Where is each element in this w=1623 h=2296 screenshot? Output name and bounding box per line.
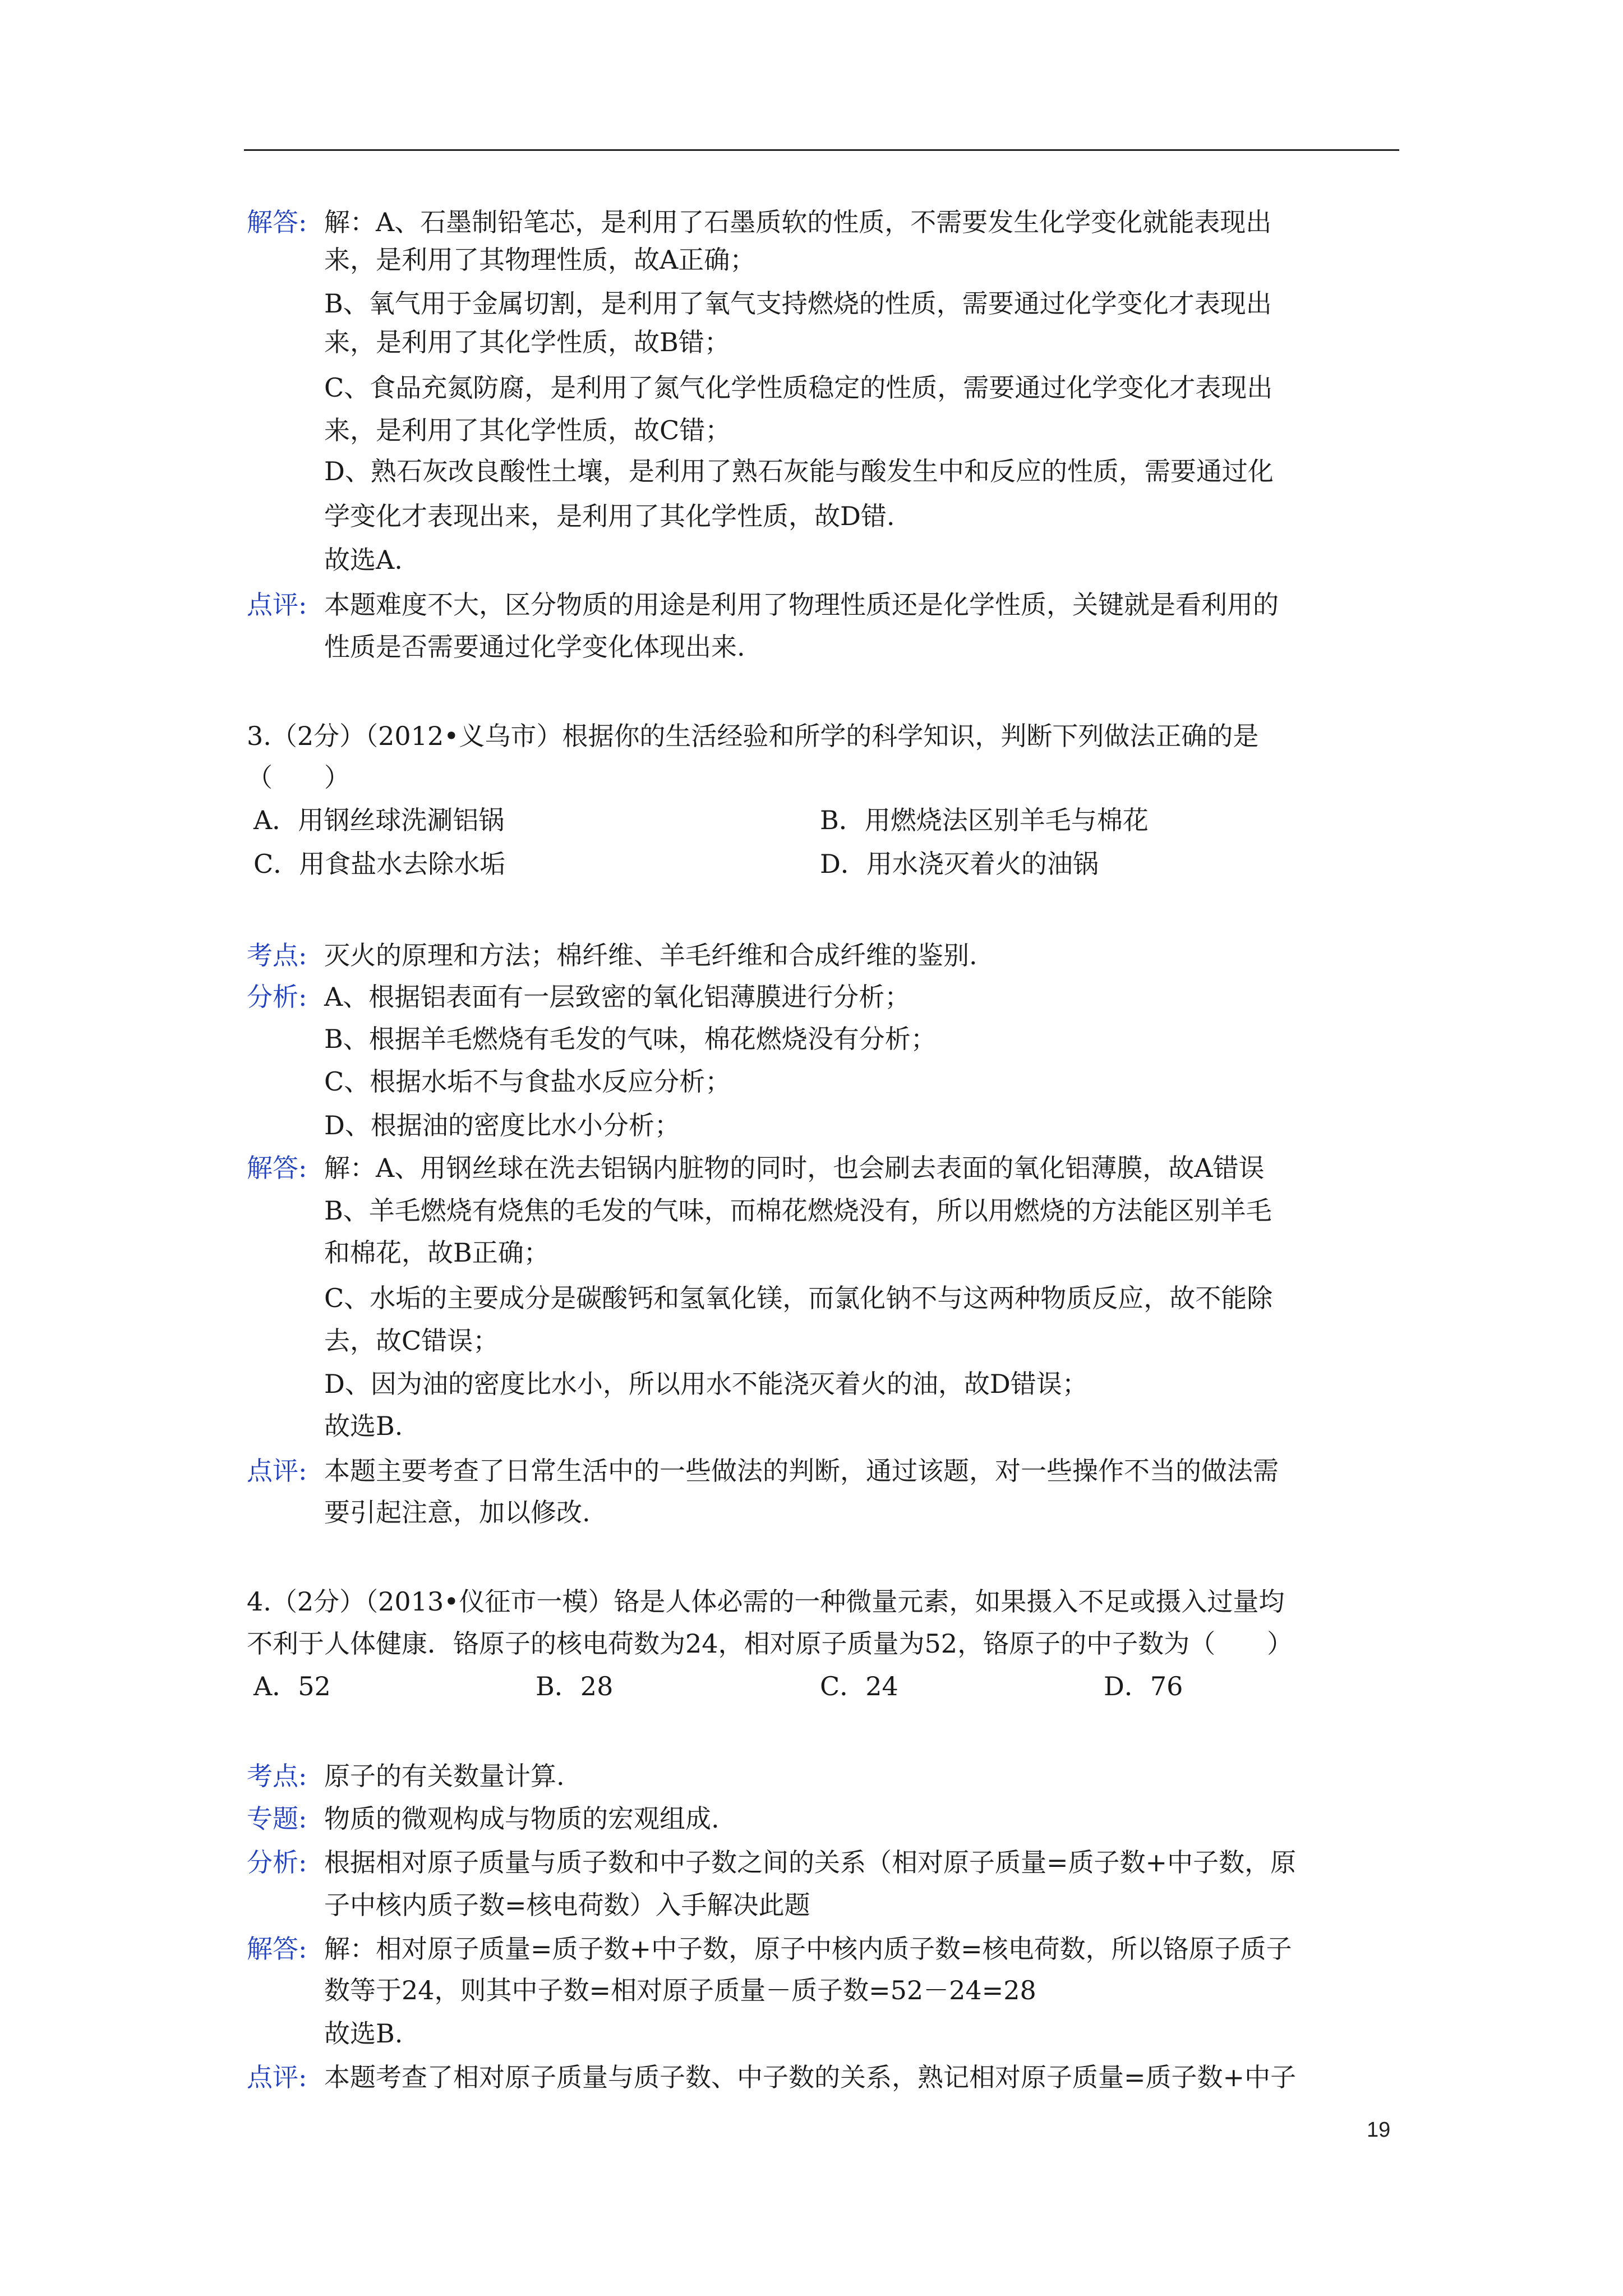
page-number: 19 <box>1367 2118 1391 2142</box>
q4-answer-line: 故选B. <box>324 2018 403 2049</box>
q3-option-b: B．用燃烧法区别羊毛与棉花 <box>820 805 1149 835</box>
q2-comment-label: 点评: <box>247 590 307 620</box>
q2-answer-line: 学变化才表现出来，是利用了其化学性质，故D错. <box>324 501 895 531</box>
q3-comment-label: 点评: <box>247 1456 307 1486</box>
q3-comment-line: 要引起注意，加以修改. <box>324 1497 591 1527</box>
q4-option-d: D．76 <box>1104 1671 1183 1701</box>
q4-fenxi-line: 根据相对原子质量与质子数和中子数之间的关系（相对原子质量=质子数+中子数，原 <box>324 1847 1297 1878</box>
q4-option-b: B．28 <box>536 1671 614 1701</box>
header-rule <box>244 149 1399 151</box>
q4-kaodian-label: 考点: <box>247 1761 307 1791</box>
q3-kaodian: 灭火的原理和方法；棉纤维、羊毛纤维和合成纤维的鉴别. <box>324 940 978 970</box>
q4-zhuanti-label: 专题: <box>247 1803 307 1834</box>
q3-fenxi-line: B、根据羊毛燃烧有毛发的气味，棉花燃烧没有分析； <box>324 1024 937 1054</box>
q2-answer-line: 解：A、石墨制铅笔芯，是利用了石墨质软的性质，不需要发生化学变化就能表现出 <box>324 207 1272 237</box>
q4-answer-line: 解：相对原子质量=质子数+中子数，原子中核内质子数=核电荷数，所以铬原子质子 <box>324 1934 1292 1964</box>
q3-fenxi-line: D、根据油的密度比水小分析； <box>324 1110 680 1140</box>
q4-kaodian: 原子的有关数量计算. <box>324 1761 565 1791</box>
q4-option-a: A．52 <box>253 1671 331 1701</box>
q2-answer-line: 故选A. <box>324 545 403 575</box>
q2-answer-line: 来，是利用了其物理性质，故A正确； <box>324 245 756 275</box>
q2-answer-line: 来，是利用了其化学性质，故B错； <box>324 327 730 357</box>
q4-fenxi-line: 子中核内质子数=核电荷数）入手解决此题 <box>324 1890 810 1920</box>
q4-answer-label: 解答: <box>247 1934 307 1964</box>
q2-answer-label: 解答: <box>247 207 307 237</box>
q2-answer-line: C、食品充氮防腐，是利用了氮气化学性质稳定的性质，需要通过化学变化才表现出 <box>324 372 1273 403</box>
q4-fenxi-label: 分析: <box>247 1847 307 1878</box>
q3-stem: 3.（2分）（2012•义乌市）根据你的生活经验和所学的科学知识，判断下列做法正确的是 <box>247 721 1259 751</box>
q2-answer-line: D、熟石灰改良酸性土壤，是利用了熟石灰能与酸发生中和反应的性质，需要通过化 <box>324 456 1274 486</box>
q3-fenxi-line: C、根据水垢不与食盐水反应分析； <box>324 1066 731 1097</box>
q3-stem: （ ） <box>247 762 350 793</box>
q4-stem: 不利于人体健康．铬原子的核电荷数为24，相对原子质量为52，铬原子的中子数为（ ） <box>247 1628 1293 1659</box>
q3-option-d: D．用水浇灭着火的油锅 <box>820 849 1099 879</box>
q4-option-c: C．24 <box>820 1671 898 1701</box>
q3-fenxi-line: A、根据铝表面有一层致密的氧化铝薄膜进行分析； <box>324 982 911 1012</box>
q4-zhuanti: 物质的微观构成与物质的宏观组成. <box>324 1803 720 1834</box>
q2-answer-line: B、氧气用于金属切割，是利用了氧气支持燃烧的性质，需要通过化学变化才表现出 <box>324 288 1272 319</box>
q3-comment-line: 本题主要考查了日常生活中的一些做法的判断，通过该题，对一些操作不当的做法需 <box>324 1456 1279 1486</box>
q4-comment-label: 点评: <box>247 2062 307 2092</box>
q3-answer-line: B、羊毛燃烧有烧焦的毛发的气味，而棉花燃烧没有，所以用燃烧的方法能区别羊毛 <box>324 1195 1272 1226</box>
q3-answer-label: 解答: <box>247 1153 307 1183</box>
q3-fenxi-label: 分析: <box>247 982 307 1012</box>
q3-answer-line: C、水垢的主要成分是碳酸钙和氢氧化镁，而氯化钠不与这两种物质反应，故不能除 <box>324 1283 1273 1313</box>
q4-answer-line: 数等于24，则其中子数=相对原子质量－质子数=52－24=28 <box>324 1975 1036 2005</box>
q3-kaodian-label: 考点: <box>247 940 307 970</box>
q3-option-c: C．用食盐水去除水垢 <box>253 849 506 879</box>
q2-comment-line: 本题难度不大，区分物质的用途是利用了物理性质还是化学性质，关键就是看利用的 <box>324 590 1279 620</box>
q4-comment-line: 本题考查了相对原子质量与质子数、中子数的关系，熟记相对原子质量=质子数+中子 <box>324 2062 1297 2092</box>
q3-answer-line: 去，故C错误； <box>324 1326 499 1356</box>
q3-option-a: A．用钢丝球洗涮铝锅 <box>253 805 505 835</box>
q4-stem: 4.（2分）（2013•仪征市一模）铬是人体必需的一种微量元素，如果摄入不足或摄入过量均 <box>247 1586 1285 1617</box>
q2-answer-line: 来，是利用了其化学性质，故C错； <box>324 415 731 445</box>
q3-answer-line: 解：A、用钢丝球在洗去铝锅内脏物的同时，也会刷去表面的氧化铝薄膜，故A错误 <box>324 1153 1265 1183</box>
q3-answer-line: 故选B. <box>324 1411 403 1441</box>
q2-comment-line: 性质是否需要通过化学变化体现出来. <box>324 632 745 662</box>
q3-answer-line: 和棉花，故B正确； <box>324 1237 550 1268</box>
q3-answer-line: D、因为油的密度比水小，所以用水不能浇灭着火的油，故D错误； <box>324 1369 1088 1399</box>
